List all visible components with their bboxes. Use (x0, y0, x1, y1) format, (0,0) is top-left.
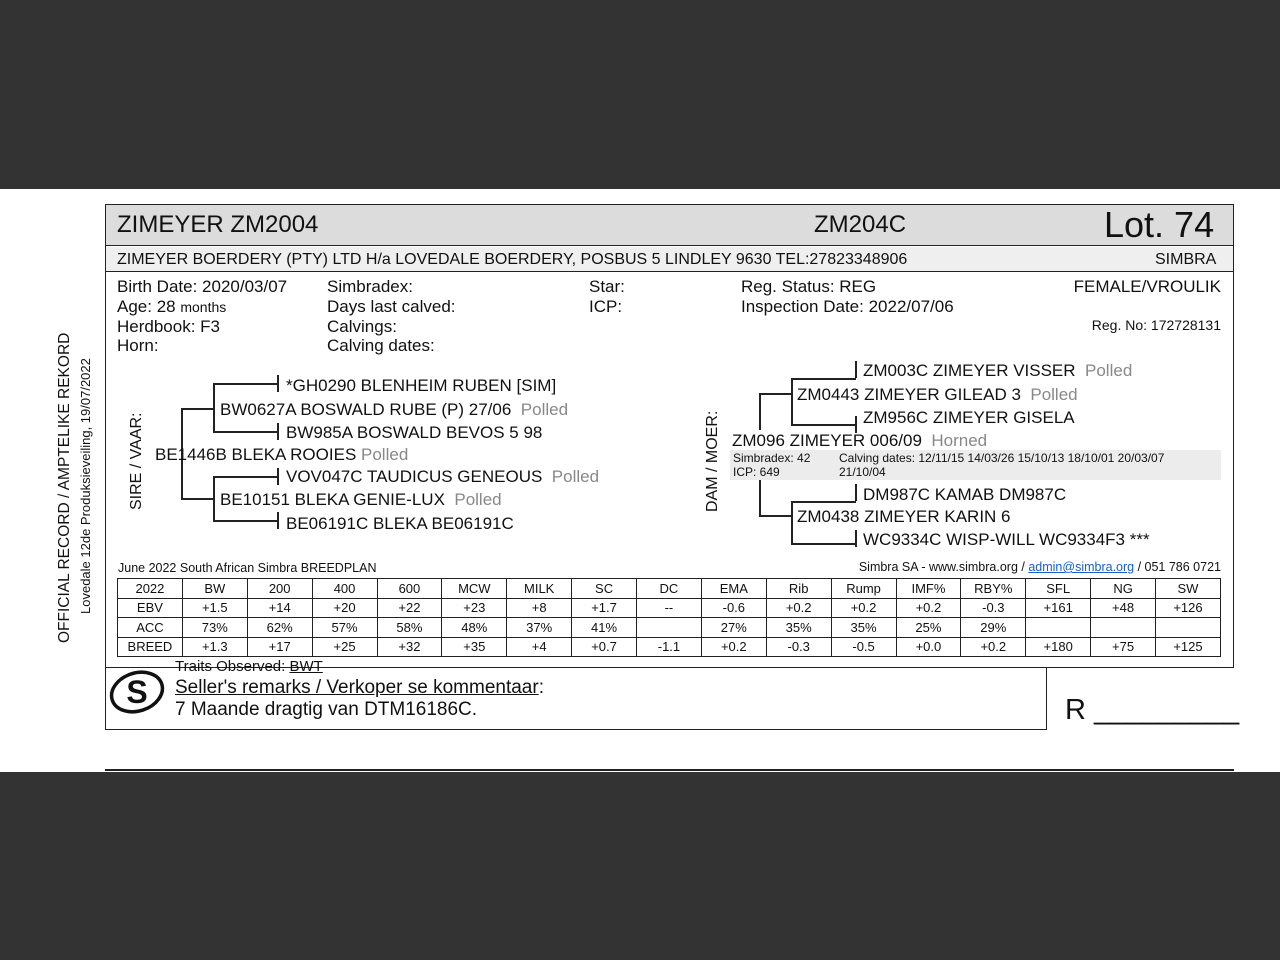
calving-dates: Calving dates: (327, 336, 435, 355)
ebv-cell (637, 618, 702, 638)
ebv-cell: +161 (1026, 598, 1091, 618)
ebv-cell: 600 (377, 579, 442, 599)
contact-site: Simbra SA - www.simbra.org / (858, 560, 1029, 574)
reg-number: Reg. No: 172728131 (1091, 317, 1221, 333)
ebv-cell: +0.7 (572, 637, 637, 657)
remarks-heading (175, 677, 544, 699)
ebv-cell: 57% (312, 618, 377, 638)
dam-connector (791, 543, 856, 545)
ebv-cell: 25% (896, 618, 961, 638)
dam-label: DAM / MOER: (704, 410, 721, 512)
dam-sire-sire-note: Polled (1085, 361, 1133, 380)
ebv-cell: 27% (701, 618, 766, 638)
traits-value: BWT (289, 658, 323, 675)
ebv-cell: +48 (1091, 598, 1156, 618)
sire-sire-bracket (213, 383, 215, 432)
contact-phone: / 051 786 0721 (1134, 560, 1221, 574)
ebv-cell: +0.0 (896, 637, 961, 657)
ebv-row (118, 598, 1221, 618)
ebv-cell: 58% (377, 618, 442, 638)
sire-dam-note: Polled (454, 490, 502, 509)
ebv-cell: MCW (442, 579, 507, 599)
ebv-cell: -0.6 (701, 598, 766, 618)
ebv-cell: +4 (507, 637, 572, 657)
ebv-cell: +0.2 (961, 637, 1026, 657)
ebv-cell: Rump (831, 579, 896, 599)
dam-tick (855, 361, 857, 378)
ebv-cell (1156, 618, 1221, 638)
ebv-cell: MILK (507, 579, 572, 599)
dam-sire (797, 385, 1078, 405)
inspection-date: Inspection Date: 2022/07/06 (741, 297, 954, 316)
breedplan-title: June 2022 South African Simbra BREEDPLAN (118, 561, 377, 575)
breedplan-contact (859, 560, 1221, 574)
dam-icp: ICP: 649 (733, 465, 780, 479)
ebv-cell: DC (637, 579, 702, 599)
bottom-rule (105, 769, 1234, 771)
sire-text: BE1446B BLEKA ROOIES (155, 445, 357, 464)
ebv-cell: +25 (312, 637, 377, 657)
sire-sire-sire: *GH0290 BLENHEIM RUBEN [SIM] (286, 376, 557, 395)
ebv-cell: +0.2 (766, 598, 831, 618)
ebv-cell: ACC (118, 618, 183, 638)
ebv-cell: 73% (182, 618, 247, 638)
ebv-cell: 48% (442, 618, 507, 638)
ebv-cell: 2022 (118, 579, 183, 599)
ebv-cell: +180 (1026, 637, 1091, 657)
ebv-cell: 62% (247, 618, 312, 638)
ebv-cell: +23 (442, 598, 507, 618)
sire-sire (220, 400, 568, 420)
sire-connector (181, 498, 213, 500)
ebv-cell: Rib (766, 579, 831, 599)
dam-connector (759, 393, 791, 395)
ebv-cell: +126 (1156, 598, 1221, 618)
contact-email-link[interactable]: admin@simbra.org (1028, 560, 1135, 574)
remarks-text: 7 Maande dragtig van DTM16186C. (175, 699, 478, 720)
simbradex: Simbradex: (327, 277, 413, 296)
sire-tick (277, 375, 279, 392)
traits-label: Traits Observed: (175, 658, 286, 675)
remarks-heading-colon: : (538, 677, 544, 698)
dam-sire-dam: ZM956C ZIMEYER GISELA (863, 408, 1075, 427)
dam-text: ZM096 ZIMEYER 006/09 (732, 431, 922, 450)
ebv-cell: BREED (118, 637, 183, 657)
lot-number: Lot. 74 (1104, 204, 1215, 245)
sire-dam-bracket (213, 476, 215, 521)
dam-sire-text: ZM0443 ZIMEYER GILEAD 3 (797, 385, 1021, 404)
sire-dam-sire-note: Polled (551, 467, 600, 486)
sire-dam-text: BE10151 BLEKA GENIE-LUX (220, 490, 445, 509)
ebv-cell: 37% (507, 618, 572, 638)
ebv-cell: SC (572, 579, 637, 599)
reg-status: Reg. Status: REG (741, 277, 877, 296)
dam-sire-note: Polled (1030, 385, 1078, 404)
breeder-line: ZIMEYER BOERDERY (PTY) LTD H/a LOVEDALE BOERDERY, POSBUS 5 LINDLEY 9630 TEL:27823348906 (117, 251, 908, 268)
dam-bracket (759, 393, 761, 430)
ebv-cell: RBY% (961, 579, 1026, 599)
ebv-cell: +17 (247, 637, 312, 657)
ebv-cell: 29% (961, 618, 1026, 638)
ebv-cell: -0.5 (831, 637, 896, 657)
remarks-heading-text: Seller's remarks / Verkoper se kommentaar (175, 677, 539, 698)
ebv-cell: +20 (312, 598, 377, 618)
ebv-cell: +1.3 (182, 637, 247, 657)
ebv-table (117, 578, 1221, 657)
ebv-row (118, 637, 1221, 657)
dam-sire-bracket (791, 378, 793, 425)
ebv-cell: SW (1156, 579, 1221, 599)
sire-sire-note: Polled (520, 400, 569, 419)
ebv-header-row (118, 579, 1221, 599)
ebv-cell: EMA (701, 579, 766, 599)
dam-bracket (759, 480, 761, 516)
traits-observed (175, 658, 323, 675)
animal-name: ZIMEYER ZM2004 (117, 211, 319, 238)
days-last-calved: Days last calved: (327, 297, 456, 316)
star: Star: (589, 277, 625, 296)
ebv-cell: +1.5 (182, 598, 247, 618)
sire-tick (277, 512, 279, 529)
dam-sire-sire (863, 361, 1132, 381)
ebv-cell: +125 (1156, 637, 1221, 657)
dam-connector (791, 501, 856, 503)
sire-name (155, 445, 408, 465)
price-field[interactable]: R _________ (1065, 694, 1240, 726)
ebv-cell: IMF% (896, 579, 961, 599)
dam-dam-bracket (791, 501, 793, 544)
dam-tick (855, 530, 857, 547)
simbra-logo-icon (108, 664, 166, 720)
age-value: Age: 28 (117, 297, 176, 316)
breed-label: SIMBRA (1155, 251, 1217, 268)
sire-dam-sire-text: VOV047C TAUDICUS GENEOUS (286, 467, 543, 486)
icp: ICP: (589, 297, 623, 316)
sire-dam (220, 490, 502, 510)
dam-calving-dates-2: 21/10/04 (839, 465, 886, 479)
dam-dam-dam: WC9334C WISP-WILL WC9334F3 *** (863, 530, 1150, 549)
ebv-cell: -1.1 (637, 637, 702, 657)
dam-connector (791, 378, 856, 380)
ebv-cell: +32 (377, 637, 442, 657)
sire-tick (277, 468, 279, 485)
logo-letter: S (126, 674, 148, 710)
ebv-cell: +1.7 (572, 598, 637, 618)
dam-simbradex: Simbradex: 42 (733, 451, 811, 465)
ebv-cell: +75 (1091, 637, 1156, 657)
birth-date: Birth Date: 2020/03/07 (117, 277, 288, 296)
ebv-cell: 35% (766, 618, 831, 638)
ebv-cell: -0.3 (961, 598, 1026, 618)
official-record-label: OFFICIAL RECORD / AMPTELIKE REKORD (56, 332, 73, 643)
sire-dam-dam: BE06191C BLEKA BE06191C (286, 514, 514, 533)
age (117, 297, 226, 317)
sire-label: SIRE / VAAR: (128, 412, 145, 510)
ebv-cell: NG (1091, 579, 1156, 599)
sire-connector (213, 476, 278, 478)
ebv-cell: 400 (312, 579, 377, 599)
ebv-cell: +0.2 (831, 598, 896, 618)
ebv-cell: BW (182, 579, 247, 599)
sire-sire-dam: BW985A BOSWALD BEVOS 5 98 (286, 423, 543, 442)
sire-connector (213, 383, 278, 385)
ebv-cell (1026, 618, 1091, 638)
ebv-cell: 35% (831, 618, 896, 638)
dam-dam-sire: DM987C KAMAB DM987C (863, 485, 1067, 504)
ebv-cell: +35 (442, 637, 507, 657)
sire-note: Polled (361, 445, 409, 464)
auction-label: Lovedale 12de Produksieveiling, 19/07/2022 (78, 358, 93, 614)
age-unit: months (180, 299, 227, 315)
dam-sire-sire-text: ZM003C ZIMEYER VISSER (863, 361, 1076, 380)
ebv-row (118, 618, 1221, 638)
ebv-cell: 200 (247, 579, 312, 599)
animal-code: ZM204C (814, 211, 907, 238)
calvings: Calvings: (327, 317, 397, 336)
sire-connector (213, 520, 278, 522)
dam-note: Horned (931, 431, 988, 450)
ebv-cell: EBV (118, 598, 183, 618)
dam-connector (759, 515, 791, 517)
sire-dam-sire (286, 467, 599, 487)
ebv-cell: +0.2 (896, 598, 961, 618)
sire-connector (181, 408, 213, 410)
herdbook: Herdbook: F3 (117, 317, 220, 336)
sex: FEMALE/VROULIK (1073, 277, 1221, 296)
ebv-cell: +0.2 (701, 637, 766, 657)
ebv-cell: 41% (572, 618, 637, 638)
dam-connector (791, 424, 856, 426)
ebv-cell: SFL (1026, 579, 1091, 599)
ebv-cell (1091, 618, 1156, 638)
ebv-cell: -0.3 (766, 637, 831, 657)
ebv-cell: -- (637, 598, 702, 618)
sire-tick (277, 423, 279, 440)
dam-tick (855, 484, 857, 501)
ebv-cell: +8 (507, 598, 572, 618)
sire-connector (213, 431, 278, 433)
dam-dam: ZM0438 ZIMEYER KARIN 6 (797, 507, 1011, 526)
horn: Horn: (117, 336, 159, 355)
ebv-cell: +14 (247, 598, 312, 618)
dam-name (732, 431, 987, 451)
sire-sire-text: BW0627A BOSWALD RUBE (P) 27/06 (220, 400, 512, 419)
ebv-cell: +22 (377, 598, 442, 618)
dam-calving-dates: Calving dates: 12/11/15 14/03/26 15/10/13 18/10/01 20/03/07 (839, 451, 1165, 465)
